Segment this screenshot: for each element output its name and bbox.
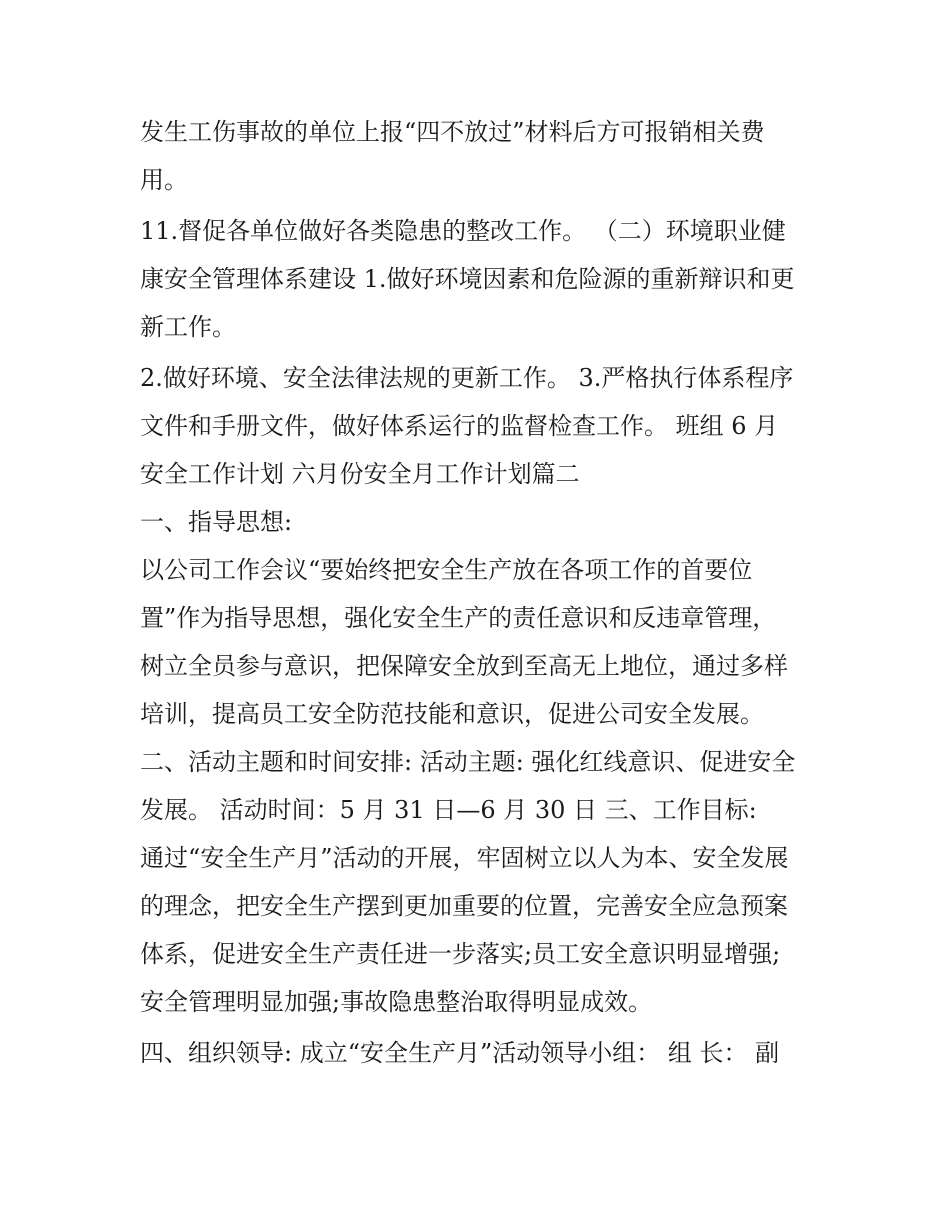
text-line: 树立全员参与意识，把保障安全放到至高无上地位，通过多样 (140, 652, 788, 680)
text-line: 用。 (140, 166, 188, 194)
text-line: 新工作。 (140, 313, 236, 341)
text-line: 文件和手册文件，做好体系运行的监督检查工作。 班组 6 月 (140, 412, 779, 440)
text-line: 康安全管理体系建设 1.做好环境因素和危险源的重新辩识和更 (140, 265, 795, 293)
section-heading: 一、指导思想: (140, 508, 293, 536)
text-line: 培训，提高员工安全防范技能和意识，促进公司安全发展。 (140, 700, 764, 728)
text-line: 安全工作计划 六月份安全月工作计划篇二 (140, 460, 580, 488)
text-line: 体系，促进安全生产责任进一步落实;员工安全意识明显增强; (140, 940, 781, 968)
text-line: 通过“安全生产月”活动的开展，牢固树立以人为本、安全发展 (140, 844, 789, 872)
text-line: 的理念，把安全生产摆到更加重要的位置，完善安全应急预案 (140, 892, 788, 920)
text-line: 发展。 活动时间：5 月 31 日—6 月 30 日 三、工作目标: (140, 796, 757, 824)
text-line: 四、组织领导: 成立“安全生产月”活动领导小组： 组 长： 副 (140, 1039, 780, 1067)
text-line: 发生工伤事故的单位上报“四不放过”材料后方可报销相关费 (140, 118, 765, 146)
text-line: 置”作为指导思想，强化安全生产的责任意识和反违章管理， (140, 604, 777, 632)
text-line: 安全管理明显加强;事故隐患整治取得明显成效。 (140, 988, 653, 1016)
text-line: 以公司工作会议“要始终把安全生产放在各项工作的首要位 (140, 556, 753, 584)
text-line: 11.督促各单位做好各类隐患的整改工作。 （二）环境职业健 (140, 217, 786, 245)
text-line: 二、活动主题和时间安排: 活动主题: 强化红线意识、促进安全 (140, 748, 796, 776)
text-line: 2.做好环境、安全法律法规的更新工作。 3.严格执行体系程序 (140, 364, 794, 392)
document-body (140, 108, 820, 1077)
